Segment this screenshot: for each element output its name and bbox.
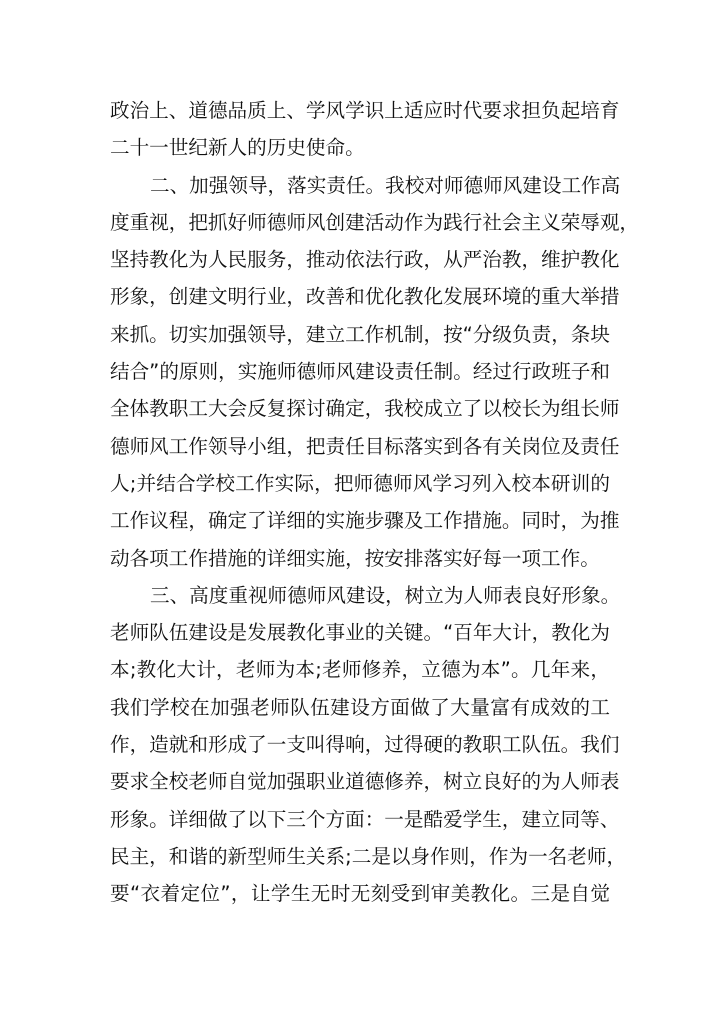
- text-line: 我们学校在加强老师队伍建设方面做了大量富有成效的工: [110, 695, 610, 719]
- paragraph-end-line: 动各项工作措施的详细实施，按安排落实好每一项工作。: [110, 546, 600, 570]
- text-line: 民主，和谐的新型师生关系;二是以身作则，作为一名老师，: [110, 844, 627, 868]
- body-text: [110, 92, 640, 913]
- text-line: 坚持教化为人民服务，推动依法行政，从严治教，维护教化: [110, 248, 620, 272]
- section-heading-line: 三、高度重视师德师风建设，树立为人师表良好形象。: [150, 583, 621, 607]
- text-line: 结合”的原则，实施师德师风建设责任制。经过行政班子和: [110, 360, 610, 384]
- text-line: 形象，创建文明行业，改善和优化教化发展环境的重大举措: [110, 285, 620, 309]
- text-line: 德师风工作领导小组，把责任目标落实到各有关岗位及责任: [110, 434, 620, 458]
- text-line: 来抓。切实加强领导，建立工作机制，按“分级负责，条块: [110, 322, 610, 346]
- text-line: 度重视，把抓好师德师风创建活动作为践行社会主义荣辱观，: [110, 210, 640, 234]
- text-line: 形象。详细做了以下三个方面：一是酷爱学生，建立同等、: [110, 807, 620, 831]
- text-line: 老师队伍建设是发展教化事业的关键。“百年大计，教化为: [110, 621, 610, 645]
- text-line: 作，造就和形成了一支叫得响，过得硬的教职工队伍。我们: [110, 733, 620, 757]
- section-heading-line: 二、加强领导，落实责任。我校对师德师风建设工作高: [150, 173, 621, 197]
- text-line: 要“衣着定位”，让学生无时无刻受到审美教化。三是自觉: [110, 882, 610, 906]
- text-line: 全体教职工大会反复探讨确定，我校成立了以校长为组长师: [110, 397, 620, 421]
- paragraph-end-line: 二十一世纪新人的历史使命。: [110, 136, 365, 160]
- text-line: 要求全校老师自觉加强职业道德修养，树立良好的为人师表: [110, 770, 620, 794]
- text-line: 政治上、道德品质上、学风学识上适应时代要求担负起培育: [110, 99, 620, 122]
- text-line: 人;并结合学校工作实际，把师德师风学习列入校本研训的: [110, 471, 610, 495]
- text-line: 工作议程，确定了详细的实施步骤及工作措施。同时，为推: [110, 509, 620, 533]
- text-line: 本;教化大计，老师为本;老师修养，立德为本”。几年来，: [110, 658, 610, 682]
